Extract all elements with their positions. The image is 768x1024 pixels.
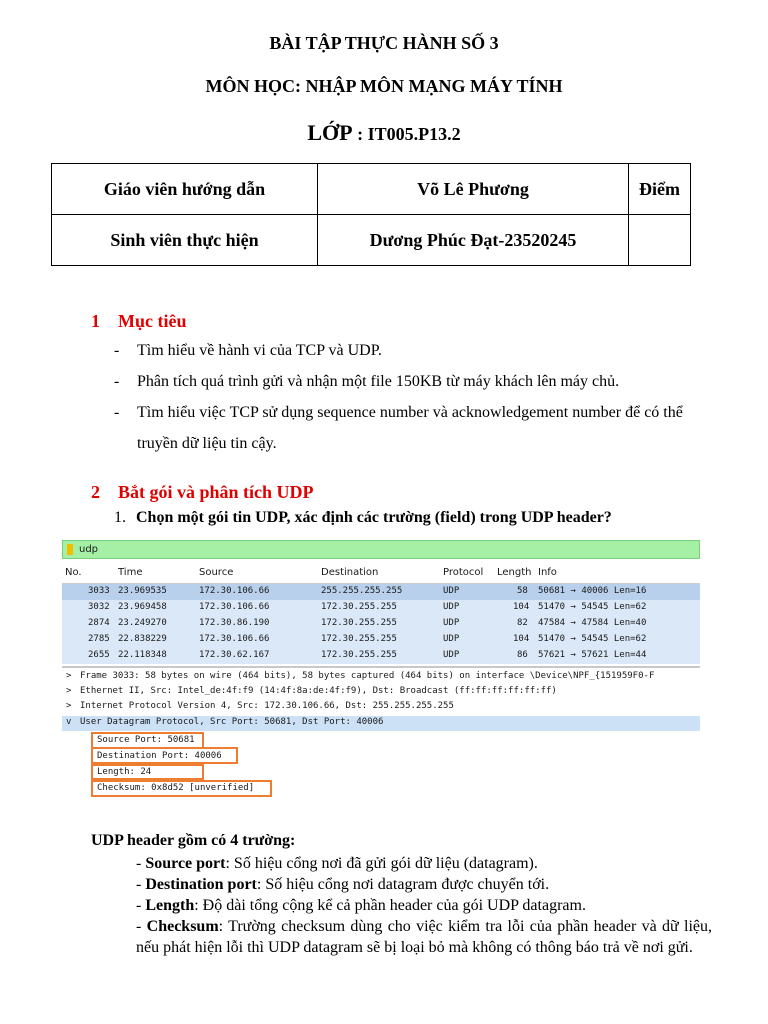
packet-row[interactable] [62,632,700,648]
packet-cell: 23.249270 [118,618,167,628]
packet-cell: 23.969458 [118,602,167,612]
section-number: 1 [91,311,100,331]
question-number: 1. [114,509,126,526]
table-row [52,164,691,215]
packet-cell: UDP [443,650,460,660]
section-title: Mục tiêu [118,311,187,331]
bullet-dash: - [114,373,120,390]
packet-cell: 50681 → 40006 Len=16 [538,586,647,596]
packet-cell: 104 [513,602,530,612]
detail-text: Frame 3033: 58 bytes on wire (464 bits), 58 bytes captured (464 bits) on interface \Device\NPF_{151959F0-F [80,671,655,681]
column-header[interactable]: No. [65,567,82,578]
packet-cell: 172.30.106.66 [199,602,270,612]
score-cell [629,215,691,266]
detail-text: Ethernet II, Src: Intel_de:4f:f9 (14:4f:8a:de:4f:f9), Dst: Broadcast (ff:ff:ff:ff:ff:ff) [80,686,557,696]
detail-text: User Datagram Protocol, Src Port: 50681, Dst Port: 40006 [80,717,384,727]
packet-cell: 82 [517,618,528,628]
pane-divider[interactable] [62,666,700,668]
packet-row[interactable] [62,616,700,632]
packet-cell: 3033 [88,586,110,596]
course-title: MÔN HỌC: NHẬP MÔN MẠNG MÁY TÍNH [205,76,563,96]
highlight-box [91,764,204,780]
udp-checksum-field[interactable]: Checksum: 0x8d52 [unverified] [97,783,255,793]
section-number: 2 [91,482,100,502]
packet-cell: 2655 [88,650,110,660]
detail-row-frame[interactable] [62,670,700,685]
list-item-text: Phân tích quá trình gửi và nhận một file 150KB từ máy khách lên máy chủ. [137,373,620,390]
field-desc: : Số hiệu cổng nơi đã gửi gói dữ liệu (datagram). [225,855,538,872]
bullet-dash: - [114,342,120,359]
field-name: Length [145,897,195,914]
display-filter-bar[interactable] [62,540,700,559]
packet-cell: 172.30.255.255 [321,618,397,628]
bullet-dash: - [114,404,120,421]
field-desc: : Số hiệu cổng nơi datagram được chuyển tới. [256,876,550,893]
packet-cell: 51470 → 54545 Len=62 [538,634,647,644]
filter-text: udp [79,544,99,555]
section-title: Bắt gói và phân tích UDP [118,482,314,502]
udp-destination-port-field[interactable]: Destination Port: 40006 [97,751,222,761]
detail-text: Internet Protocol Version 4, Src: 172.30.106.66, Dst: 255.255.255.255 [80,701,454,711]
table-row [52,215,691,266]
detail-row-udp[interactable] [62,716,700,731]
list-item: - Length: Độ dài tổng cộng kể cả phần header của gói UDP datagram. [136,897,586,914]
column-header[interactable]: Info [538,567,557,578]
list-item: - Checksum: Trường checksum dùng cho việc kiểm tra lỗi của phần header và dữ liệu, nếu phát hiện lỗi thì UDP datagram sẽ bị loại bỏ mà không có thông báo trả về nơi gửi. [136,918,713,956]
chevron-right-icon[interactable]: > [66,701,72,711]
highlight-box [91,780,272,797]
packet-row[interactable] [62,648,700,664]
packet-list-header [62,565,700,584]
packet-cell: 23.969535 [118,586,167,596]
list-item: - Source port: Số hiệu cổng nơi đã gửi gói dữ liệu (datagram). [136,855,538,872]
packet-cell: UDP [443,618,460,628]
packet-cell: 51470 → 54545 Len=62 [538,602,647,612]
packet-row[interactable] [62,584,700,600]
udp-source-port-field[interactable]: Source Port: 50681 [97,735,195,745]
list-item-text: Tìm hiểu về hành vi của TCP và UDP. [137,342,382,359]
packet-cell: 172.30.255.255 [321,634,397,644]
packet-cell: 2874 [88,618,110,628]
detail-row-ethernet[interactable] [62,685,700,700]
packet-cell: UDP [443,634,460,644]
column-header[interactable]: Length [497,567,532,578]
list-item-text: Tìm hiểu việc TCP sử dụng sequence number và acknowledgement number để có thể truyền dữ liệu tin cậy. [137,404,683,452]
question [114,509,612,527]
column-header[interactable]: Time [118,567,143,578]
chevron-right-icon[interactable]: > [66,671,72,681]
packet-cell: 58 [517,586,528,596]
field-desc: : Trường checksum dùng cho việc kiểm tra lỗi của phần header và dữ liệu, nếu phát hiện lỗi thì UDP datagram sẽ bị loại bỏ mà không có thông báo trả về nơi gửi. [136,918,713,956]
packet-cell: 104 [513,634,530,644]
chevron-right-icon[interactable]: > [66,686,72,696]
section-heading [91,482,314,503]
packet-cell: UDP [443,602,460,612]
detail-row-ipv4[interactable] [62,700,700,715]
field-name: Destination port [145,876,257,893]
packet-cell: 3032 [88,602,110,612]
packet-cell: 172.30.106.66 [199,634,270,644]
packet-cell: 57621 → 57621 Len=44 [538,650,647,660]
table-cell: Võ Lê Phương [318,164,629,215]
packet-cell: UDP [443,586,460,596]
class-title [0,120,768,146]
chevron-down-icon[interactable]: v [66,717,72,727]
packet-cell: 86 [517,650,528,660]
column-header[interactable]: Protocol [443,567,484,578]
column-header[interactable]: Source [199,567,234,578]
section-heading [91,311,186,332]
class-code: : IT005.P13.2 [352,124,461,144]
packet-cell: 22.838229 [118,634,167,644]
packet-cell: 2785 [88,634,110,644]
bookmark-icon [67,544,73,555]
column-header[interactable]: Destination [321,567,379,578]
table-cell: Sinh viên thực hiện [52,215,318,266]
wireshark-screenshot [62,540,700,798]
packet-cell: 172.30.62.167 [199,650,270,660]
packet-cell: 172.30.255.255 [321,650,397,660]
packet-cell: 255.255.255.255 [321,586,403,596]
highlight-box [91,747,238,764]
udp-length-field[interactable]: Length: 24 [97,767,152,777]
question-text: Chọn một gói tin UDP, xác định các trường (field) trong UDP header? [136,509,612,526]
table-cell: Điểm [629,164,691,215]
packet-cell: 172.30.106.66 [199,586,270,596]
packet-cell: 172.30.255.255 [321,602,397,612]
udp-header-intro: UDP header gồm có 4 trường: [91,832,296,849]
packet-row[interactable] [62,600,700,616]
class-label: LỚP [307,120,353,145]
list-item: - Destination port: Số hiệu cổng nơi datagram được chuyển tới. [136,876,550,893]
field-name: Source port [145,855,226,872]
packet-cell: 47584 → 47584 Len=40 [538,618,647,628]
table-cell: Dương Phúc Đạt-23520245 [318,215,629,266]
table-cell: Giáo viên hướng dẫn [52,164,318,215]
field-desc: : Độ dài tổng cộng kể cả phần header của gói UDP datagram. [194,897,586,914]
field-name: Checksum [146,918,219,935]
info-table [51,163,691,266]
packet-cell: 172.30.86.190 [199,618,270,628]
packet-cell: 22.118348 [118,650,167,660]
assignment-title: BÀI TẬP THỰC HÀNH SỐ 3 [269,33,499,53]
